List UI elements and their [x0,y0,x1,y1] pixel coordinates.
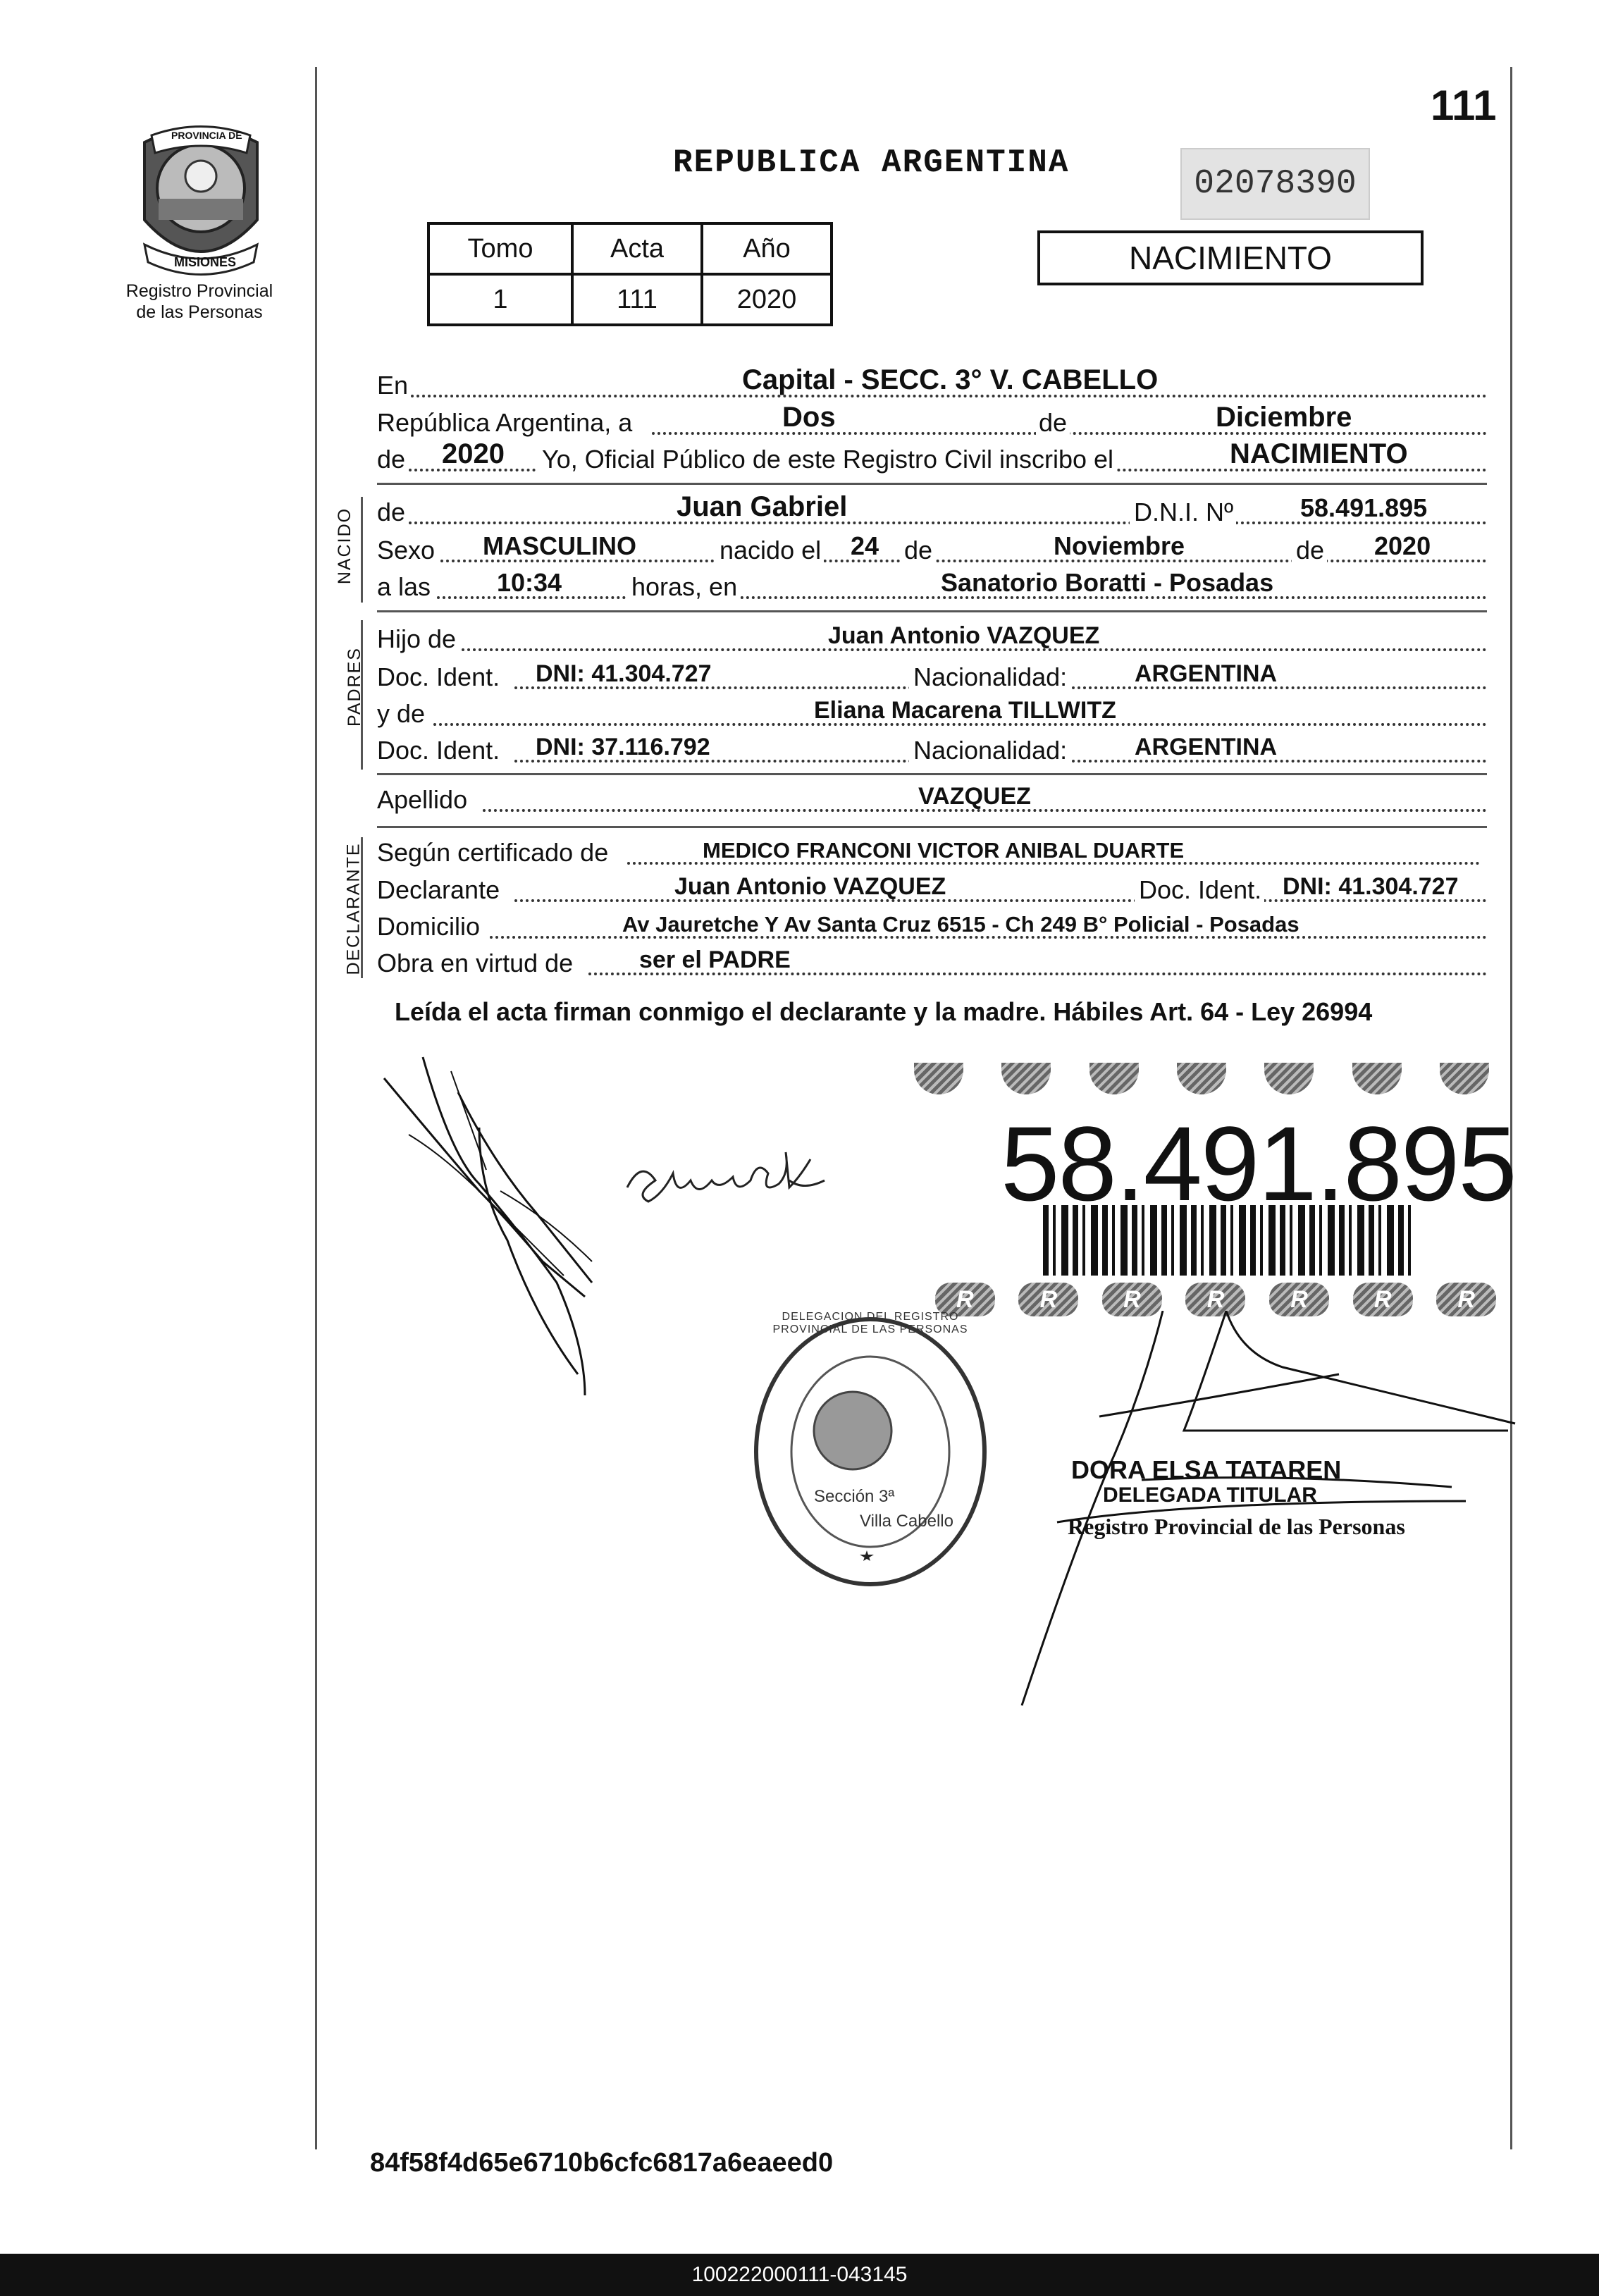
mother-nationality-label: Nacionalidad: [909,736,1070,765]
sticker-logo-icon [1001,1063,1051,1094]
obra-value: ser el PADRE [639,946,791,973]
time-value: 10:34 [497,568,562,597]
divider [377,773,1487,775]
sexo-value: MASCULINO [483,531,636,560]
sticker-logo-icon: R [1185,1283,1245,1316]
page-number: 111 [1431,82,1497,129]
seal-text-bottom: MISIONES [174,255,237,269]
declarant-signature [381,1050,613,1402]
domicilio-label: Domicilio [377,912,483,942]
apellido-value: VAZQUEZ [918,783,1031,810]
row-en [377,364,1487,402]
sticker-logo-icon: R [935,1283,995,1316]
tomo-value: 1 [428,274,572,325]
row-hijo-de [377,622,1487,655]
domicilio-value: Av Jauretche Y Av Santa Cruz 6515 - Ch 249 B° Policial - Posadas [622,912,1299,937]
a-las-label: a las [377,572,433,602]
acta-header: Acta [572,223,702,274]
en-value: Capital - SECC. 3° V. CABELLO [742,364,1159,395]
mother-name-value: Eliana Macarena TILLWITZ [814,697,1116,724]
certificado-label: Según certificado de [377,838,611,868]
serial-number: 02078390 [1180,148,1370,220]
row-apellido [377,782,1487,816]
row-sexo [377,533,1487,567]
officer-text: Yo, Oficial Público de este Registro Civil inscribo el [538,445,1116,474]
day-value: Dos [782,402,836,433]
birth-year-value: 2020 [1374,531,1431,560]
horas-label: horas, en [627,572,740,602]
declarante-doc-label: Doc. Ident. [1135,875,1264,905]
tomo-header: Tomo [428,223,572,274]
sticker-logo-icon: R [1269,1283,1329,1316]
row-domicilio [377,909,1487,943]
sticker-logo-icon [1264,1063,1314,1094]
act-type-box: NACIMIENTO [1037,230,1424,285]
divider [377,826,1487,828]
birth-day-value: 24 [851,531,879,560]
birth-month-value: Noviembre [1054,531,1185,560]
official-title: DELEGADA TITULAR [1103,1483,1317,1507]
mother-nationality-value: ARGENTINA [1135,734,1278,760]
sticker-logo-icon [1352,1063,1402,1094]
footer-code: 100222000111-043145 [691,2263,908,2286]
stamp-ring-text: DELEGACION DEL REGISTRO PROVINCIAL DE LAS PERSONAS [772,1311,968,1335]
nacido-dni-value: 58.491.895 [1300,493,1428,522]
official-signature [1015,1311,1522,1712]
row-mother-doc [377,733,1487,767]
de-label-3: de [1292,536,1327,565]
sticker-logo-icon [1089,1063,1139,1094]
volume-table [427,222,833,326]
stamp-inner-text-1: Sección 3ª [814,1487,895,1506]
declarante-value: Juan Antonio VAZQUEZ [674,873,946,900]
document-hash: 84f58f4d65e6710b6cfc6817a6eaeed0 [370,2148,834,2178]
mother-doc-value: DNI: 37.116.792 [536,734,710,760]
org-name-line1: Registro Provincial [125,281,273,301]
registry-stamp [747,1311,994,1593]
row-officer [377,438,1487,476]
nacido-de-label: de [377,498,408,527]
father-name-value: Juan Antonio VAZQUEZ [828,622,1100,649]
declarante-label: DECLARANTE [343,842,364,975]
divider [377,483,1487,485]
inscribe-value: NACIMIENTO [1230,438,1408,469]
obra-label: Obra en virtud de [377,949,576,978]
organization-name [111,280,288,323]
en-label: En [377,371,411,400]
sticker-logo-icon [914,1063,963,1094]
row-y-de [377,696,1487,730]
nacido-el-label: nacido el [715,536,824,565]
province-seal [130,121,271,276]
padres-label: PADRES [344,647,364,727]
nacido-label: NACIDO [335,507,355,585]
nacido-name-value: Juan Gabriel [677,491,848,522]
sticker-dni-number: 58.491.895 [1001,1104,1516,1223]
row-obra [377,946,1487,980]
sticker-logo-icon: R [1018,1283,1078,1316]
republica-label: República Argentina, a [377,408,635,438]
mother-signature [620,1138,853,1219]
sticker-logo-icon: R [1436,1283,1496,1316]
sticker-logo-icon [1440,1063,1489,1094]
de-year-label: de [377,445,408,474]
sticker-logo-icon: R [1353,1283,1413,1316]
year-value: 2020 [442,438,505,469]
declarante-doc-value: DNI: 41.304.727 [1283,873,1459,900]
dni-label: D.N.I. Nº [1130,498,1236,527]
place-value: Sanatorio Boratti - Posadas [941,568,1274,597]
sticker-logo-icon [1177,1063,1226,1094]
sticker-logo-row-top [895,1057,1508,1099]
seal-text-top: PROVINCIA DE [171,130,242,141]
anio-value: 2020 [702,274,832,325]
left-margin-line [315,67,317,2149]
y-de-label: y de [377,699,428,729]
nacido-bracket [361,497,363,603]
apellido-label: Apellido [377,785,470,815]
month-value: Diciembre [1216,402,1352,433]
country-title: REPUBLICA ARGENTINA [673,144,1070,181]
org-name-line2: de las Personas [136,302,263,322]
father-nationality-label: Nacionalidad: [909,662,1070,692]
closing-statement: Leída el acta firman conmigo el declarante y la madre. Hábiles Art. 64 - Ley 26994 [395,997,1373,1026]
de-label: de [1036,408,1070,438]
official-name: DORA ELSA TATAREN [1071,1455,1342,1484]
footer-bar [0,2254,1599,2296]
official-organization: Registro Provincial de las Personas [1068,1514,1405,1539]
de-label-2: de [900,536,935,565]
father-nationality-value: ARGENTINA [1135,660,1278,687]
row-father-doc [377,660,1487,693]
declarante-row-label: Declarante [377,875,502,905]
row-declarante [377,872,1487,906]
sexo-label: Sexo [377,536,438,565]
mother-doc-label: Doc. Ident. [377,736,502,765]
certificado-value: MEDICO FRANCONI VICTOR ANIBAL DUARTE [703,838,1185,863]
row-time-place [377,569,1487,603]
acta-value: 111 [572,274,702,325]
hijo-de-label: Hijo de [377,624,459,654]
sticker-logo-icon: R [1102,1283,1162,1316]
row-certificado [377,835,1487,869]
stamp-inner-text-2: Villa Cabello [860,1512,953,1531]
row-republica [377,402,1487,439]
divider [377,610,1487,612]
anio-header: Año [702,223,832,274]
father-doc-value: DNI: 41.304.727 [536,660,712,687]
father-doc-label: Doc. Ident. [377,662,502,692]
row-nacido-name [377,491,1487,529]
